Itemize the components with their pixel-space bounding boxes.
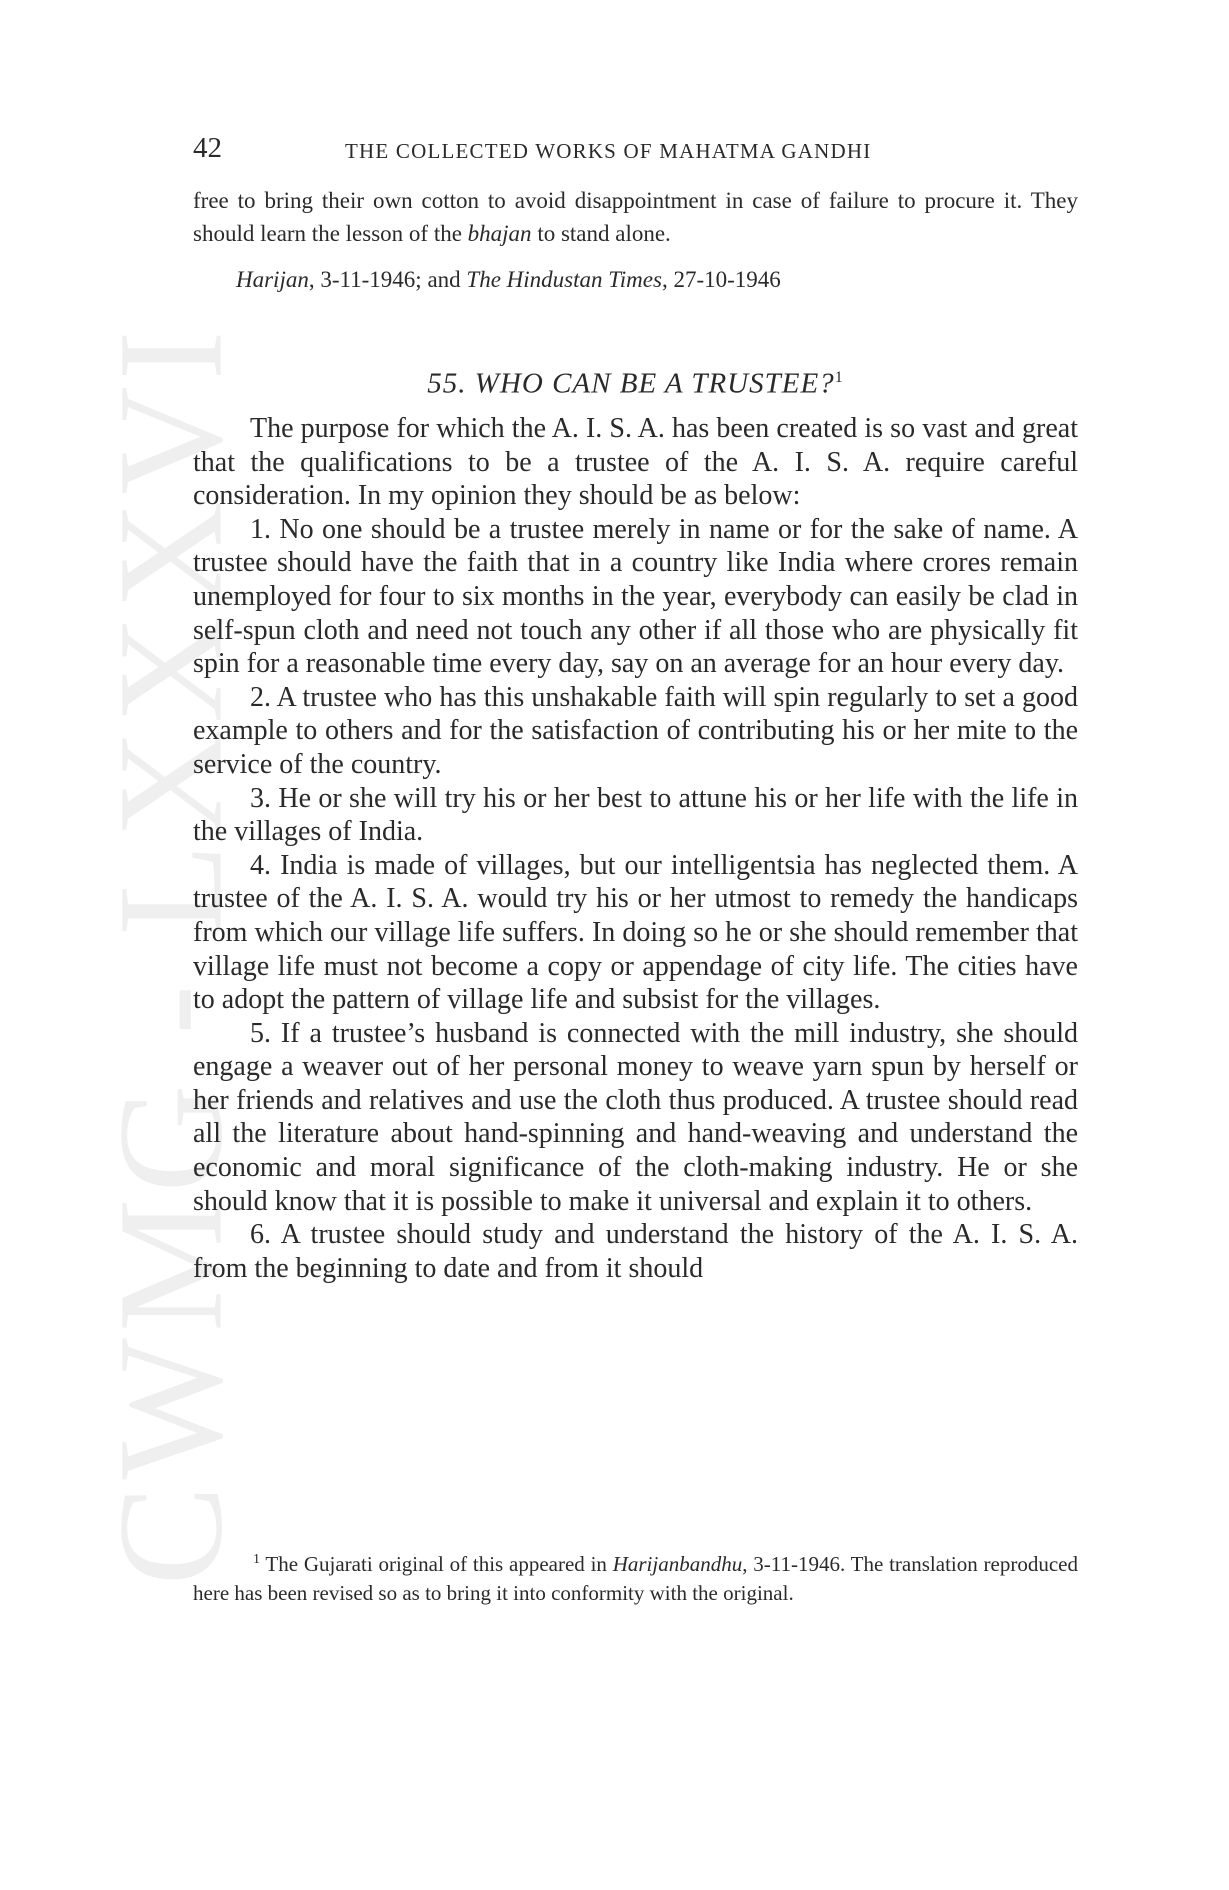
- carryover-text-after: to stand alone.: [531, 221, 671, 246]
- page-header: [193, 128, 1078, 168]
- source-publication-1: Harijan: [236, 267, 309, 292]
- running-title: THE COLLECTED WORKS OF MAHATMA GANDHI: [345, 139, 872, 163]
- page-number: 42: [193, 132, 222, 164]
- footnote: [193, 1545, 1078, 1608]
- body-paragraph: 2. A trustee who has this unshakable faith will spin regularly to set a good example to others and for the satisfaction of contributing his or her mite to the service of the country.: [193, 681, 1078, 780]
- source-publication-2: The Hindustan Times: [466, 267, 662, 292]
- carryover-italic: bhajan: [467, 221, 532, 246]
- source-citation: [236, 263, 781, 296]
- footnote-mark: 1: [253, 1552, 260, 1567]
- body-paragraph: 3. He or she will try his or her best to attune his or her life with the life in the villages of India.: [193, 782, 1078, 848]
- watermark-text: CWMG - LXXXVI: [88, 324, 254, 1586]
- footnote-text-before: The Gujarati original of this appeared in: [260, 1552, 613, 1576]
- footnote-text-after: , 3-11-1946. The translation reproduced here has been revised so as to bring it into conformity with the original.: [193, 1552, 1078, 1605]
- body-paragraph: 1. No one should be a trustee merely in name or for the sake of name. A trustee should have the faith that in a country like India where crores remain unemployed for four to six months in the year, everybody can easily be clad in self-spun cloth and need not touch any other if all those who are physically fit spin for a reasonable time every day, say on an average for an hour every day.: [193, 513, 1078, 680]
- footnote-italic: Harijanbandhu: [612, 1552, 743, 1576]
- title-footnote-mark: 1: [834, 369, 844, 386]
- body-paragraph: 4. India is made of villages, but our intelligentsia has neglected them. A trustee of the A. I. S. A. would try his or her utmost to remedy the handicaps from which our village life suffers. In doing so he or she should remember that village life must not become a copy or appendage of city life. The cities have to adopt the pattern of village life and subsist for the villages.: [193, 849, 1078, 1016]
- body-paragraph: 5. If a trustee’s husband is connected with the mill industry, she should engage a weaver out of her personal money to weave yarn spun by herself or her friends and relatives and use the cloth thus produced. A trustee should read all the literature about hand-spinning and hand-weaving and understand the economic and moral significance of the cloth-making industry. He or she should know that it is possible to make it universal and explain it to others.: [193, 1017, 1078, 1217]
- source-date-2: , 27-10-1946: [661, 267, 781, 292]
- body-paragraph: The purpose for which the A. I. S. A. has been created is so vast and great that the qualifications to be a trustee of the A. I. S. A. require careful consideration. In my opinion they should be as below:: [193, 413, 1078, 512]
- carryover-paragraph: [193, 184, 1078, 250]
- article-title: [193, 358, 1078, 404]
- body-paragraph: 6. A trustee should study and understand the history of the A. I. S. A. from the beginning to date and from it should: [193, 1219, 1078, 1284]
- source-date-1: , 3-11-1946; and: [308, 267, 467, 292]
- article-body: [193, 412, 1078, 1285]
- article-title-text: 55. WHO CAN BE A TRUSTEE?: [427, 367, 835, 400]
- carryover-text-before: free to bring their own cotton to avoid disappointment in case of failure to procure it. They should learn the lesson of the: [193, 188, 1078, 246]
